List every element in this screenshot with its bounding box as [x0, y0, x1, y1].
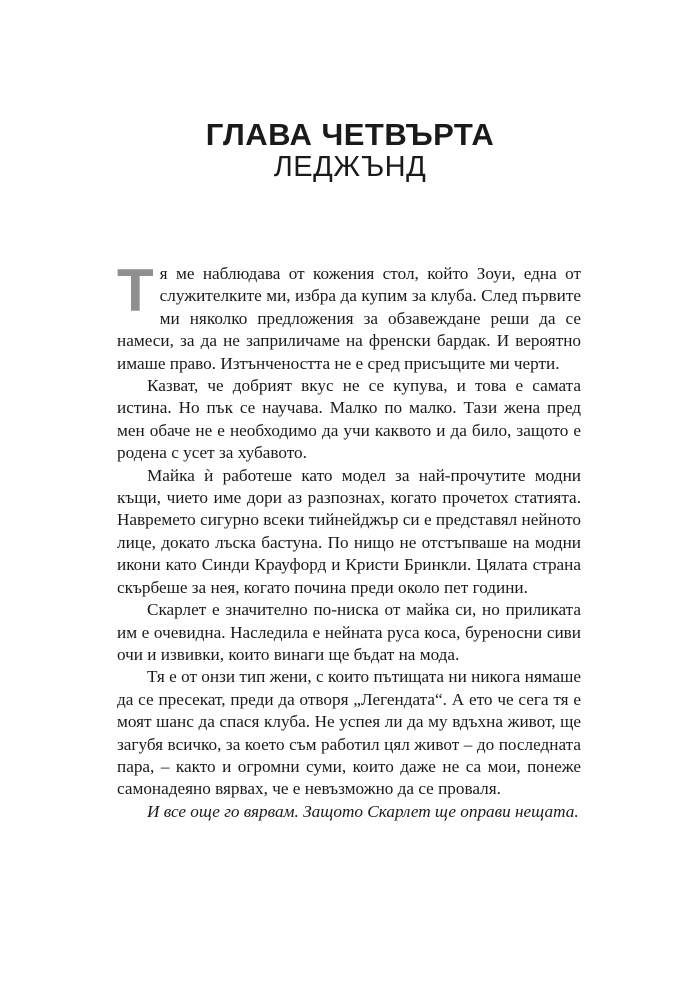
paragraph-6: И все още го вярвам. Защото Скарлет ще оправи нещата.: [147, 801, 579, 821]
paragraph-1: [117, 257, 581, 375]
paragraph-2: Казват, че добрият вкус не се купува, и това е самата истина. Но пък се научава. Малко по малко. Тази жена пред мен обаче не е необходимо да учи каквото и да било, защото е родена с усет за хубавото.: [117, 376, 581, 463]
chapter-text: [117, 257, 581, 823]
chapter-title: ГЛАВА ЧЕТВЪРТА: [205, 117, 495, 152]
paragraph-1-text: я ме наблюдава от кожения стол, който Зоуи, една от служителките ми, избра да купим за клуба. След първите ми няколко предложения за обзавеждане реши да се намеси, за да не заприличаме на френски бардак. И вероятно имаше право. Изтънчеността не е сред присъщите ми черти.: [117, 264, 581, 373]
paragraph-5: Тя е от онзи тип жени, с които пътищата ни никога нямаше да се пресекат, преди да отворя „Легендата“. А ето че сега тя е моят шанс да спася клуба. Не успея ли да му вдъхна живот, ще загубя всичко, за което съм работил цял живот – до последната пара, – както и огромни суми, които даже не са мои, понеже самонадеяно вярвах, че е невъзможно да се проваля.: [117, 667, 581, 799]
paragraph-3: Майка ѝ работеше като модел за най-прочутите модни къщи, чието име дори аз разпознах, когато прочетох статията. Навремето сигурно всеки тийнейджър си е представял нейното лице, докато лъска бастуна. По нищо не отстъпваше на модни икони като Синди Крауфорд и Кристи Бринкли. Цялата страна скърбеше за нея, когато почина преди около пет години.: [117, 465, 581, 597]
paragraph-4: Скарлет е значително по-ниска от майка си, но приликата им е очевидна. Наследила е нейната руса коса, буреносни сиви очи и извивки, които винаги ще бъдат на мода.: [117, 600, 581, 664]
chapter-subtitle: ЛЕДЖЪНД: [273, 151, 427, 183]
drop-cap: Т: [117, 257, 154, 324]
